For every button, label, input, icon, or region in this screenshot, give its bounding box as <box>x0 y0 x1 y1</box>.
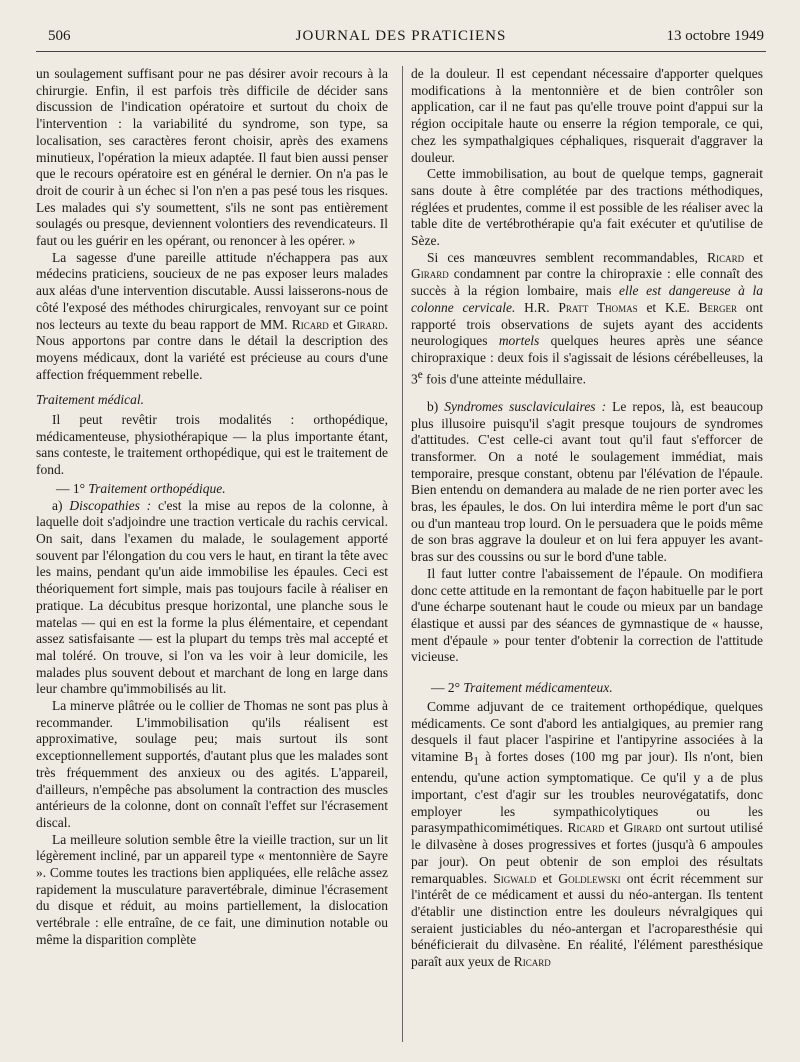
paragraph: Si ces manœuvres semblent recommandables, Ricard et Girard condamnent par contre la chiropraxie : elle connaît des succès à la région lombaire, mais elle est dangereuse à la colonne cervicale. H.R. Pratt Thomas et K.E. Berger ont rapporté trois observations de sujets ayant des accidents neurologiques mortels quelques heures après une séance chiropraxique : deux fois il s'agissait de lésions cérébelleuses, la 3e fois d'une atteinte médullaire. <box>411 249 764 387</box>
paragraph: Il faut lutter contre l'abaissement de l'épaule. On modifiera donc cette attitude en la remontant de façon habituelle par le port d'une écharpe soutenant haut le coude ou mieux par un bandage élastique et aussi par des séances de gymnastique de « hausse, ment d'épaule » pour tenter d'obtenir la correction de l'attitude vicieuse. <box>411 565 763 665</box>
paragraph: Il peut revêtir trois modalités : orthopédique, médicamenteuse, physiothérapique — la plus importante étant, sans conteste, le traitement orthopédique, qui est le traitement de fond. <box>36 412 388 478</box>
author-name: Ricard <box>567 820 605 836</box>
author-name: Sigwald <box>493 870 537 886</box>
page-number: 506 <box>48 28 71 44</box>
author-name: Ricard <box>707 249 745 265</box>
author-name: Girard <box>411 266 449 282</box>
right-column <box>411 66 763 971</box>
author-name: Ricard <box>513 954 551 970</box>
page-header <box>36 28 766 50</box>
journal-title: JOURNAL DES PRATICIENS <box>295 28 507 44</box>
author-name: Berger <box>698 299 737 315</box>
paragraph: La minerve plâtrée ou le collier de Thomas ne sont pas plus à recommander. L'immobilisation qu'ils réalisent est approximative, soulage peu; mais surtout ils sont exceptionnellement supportés, d'autant plus que les malades sont très fréquemment des anxieux ou des agités. L'appareil, d'ailleurs, n'empêche pas absolument la contraction des muscles antérieurs de la colonne, dont on connaît l'effet sur l'écrasement discal. <box>36 698 388 830</box>
paragraph: La meilleure solution semble être la vieille traction, sur un lit légèrement incliné, par un appareil type « mentonnière de Sayre ». Comme toutes les tractions bien appliquées, elle relâche assez rapidement la musculature paravertébrale, diminue l'écrasement du disque et réduit, au moins partiellement, la dislocation vertébrale : elle entraîne, de ce fait, une diminution notable ou même la disparition complète <box>36 831 388 947</box>
header-rule <box>36 51 766 52</box>
item-label: Syndromes susclaviculaires : <box>444 398 607 414</box>
paragraph: de la douleur. Il est cependant nécessaire d'apporter quelques modifications à la mentonnière et de bien contrôler son application, car il ne faut pas qu'elle trouve point d'appui sur la région occipitale haute ou enserre la région temporale, ce qui, chez les sympathalgiques céphaliques, risquerait d'aggraver la douleur. <box>411 66 763 165</box>
subsection-heading: — 1° Traitement orthopédique. <box>56 480 226 496</box>
issue-date: 13 octobre 1949 <box>666 28 764 44</box>
author-name: Girard <box>623 820 662 836</box>
section-heading: Traitement médical. <box>36 392 144 408</box>
item-label: Discopathies : <box>69 497 152 513</box>
left-column <box>36 66 388 949</box>
paragraph: Comme adjuvant de ce traitement orthopédique, quelques médicaments. Ce sont d'abord les antialgiques, au premier rang desquels il faut placer l'aspirine et l'antipyrine associées à la vitamine $B_1$ à fortes doses (100 mg par jour). Ils n'ont, bien entendu, qu'une action symptomatique. Ce qu'il y a de plus important, c'est d'agir sur les troubles neurovégatatifs, donc employer les sympathicolytiques ou les parasympathicomimétiques. Ricard et Girard ont surtout utilisé le dilvasène à doses progressives et fortes (jusqu'à 6 ampoules par jour). On peut obtenir de son emploi des résultats remarquables. Sigwald et Goldlewski ont écrit récemment sur l'intérêt de ce médicament et aussi du néo-antergan. Ils tentent d'établir une distinction entre les douleurs névralgiques qui seraient justiciables du néo-antergan et l'acroparesthésie qui bénéficierait du dilvasène. En réalité, l'élément paresthésique paraît aux yeux de Ricard <box>411 698 764 970</box>
paragraph: Cette immobilisation, au bout de quelque temps, gagnerait sans doute à être complétée par des tractions méthodiques, réglées et prudentes, comme il est possible de les réaliser avec la table dite de vertébrothérapie qu'a fait exécuter et qu'utilise de Sèze. <box>411 166 763 249</box>
paragraph: La sagesse d'une pareille attitude n'échappera pas aux médecins praticiens, soucieux de ne pas exposer leurs malades aux aléas d'une intervention discutable. Aussi laisserons-nous de côté l'exposé des méthodes chirurgicales, renvoyant sur ce point nos lecteurs au texte du beau rapport de MM. Ricard et Girard. Nous apportons par contre dans le détail la description des moyens médicaux, dont la variété est précieuse au cours d'une affection fréquemment rebelle. <box>36 249 389 382</box>
author-name: Ricard <box>291 316 329 332</box>
column-divider <box>402 66 403 1042</box>
paragraph: b) Syndromes susclaviculaires : Le repos, là, est beaucoup plus illusoire puisqu'il s'agit presque toujours de syndromes d'attitudes. C'est celle-ci avant tout qu'il faut s'efforcer de transformer. On a noté le soulagement immédiat, mais temporaire, presque constant, obtenu par l'élévation de l'épaule. Bien entendu on demandera au malade de ne rien porter avec les bras, les épaules, le dos. On lui interdira même le port d'un sac ou d'un manteau trop lourd. On le persuadera que le poids même de son bras aggrave la douleur et on lui fera appuyer les avant-bras sur des coussins ou sur le bord d'une table. <box>411 398 763 565</box>
paragraph: a) Discopathies : c'est la mise au repos de la colonne, à laquelle doit s'adjoindre une traction verticale du rachis cervical. On sait, dans l'examen du malade, le soulagement apporté souvent par l'élongation du cou vers le haut, en tirant la tête avec les mains, pendant qu'un aide immobilise les épaules. Ceci est théoriquement fort simple, mais pas toujours facile à réaliser en pratique. La décubitus presque horizontal, une planche sous le matelas — qui en est la forme la plus élémentaire, et cependant assez satisfaisante — est la plupart du temps très mal accepté et mal toléré. On trouve, si l'on va les voir à leur domicile, les malades plus souvent debout et marchant de long en large dans leur chambre qu'immobilisés au lit. <box>36 497 388 697</box>
subsection-heading: — 2° Traitement médicamenteux. <box>431 680 613 696</box>
paragraph: un soulagement suffisant pour ne pas désirer avoir recours à la chirurgie. Enfin, il est parfois très difficile de décider sans discussion de l'indication opératoire et surtout du choix de l'intervention : la variabilité du syndrome, son type, sa localisation, ses caractères feront choisir, après des examens minutieux, l'opération la mieux adaptée. Il faut bien aussi penser que le recours opératoire est en général le dernier. On n'a pas le droit de courir à un échec si l'on n'en a pas pesé tous les risques. Les malades qui s'y soumettent, s'ils ne sont pas entièrement soulagés ou presque, deviennent volontiers des revendicateurs. Il faut ou les guérir en les opérant, ou renoncer à les opérer. » <box>36 66 388 249</box>
author-name: Girard <box>346 316 385 332</box>
author-name: Pratt Thomas <box>558 299 638 315</box>
author-name: Goldlewski <box>558 870 621 886</box>
